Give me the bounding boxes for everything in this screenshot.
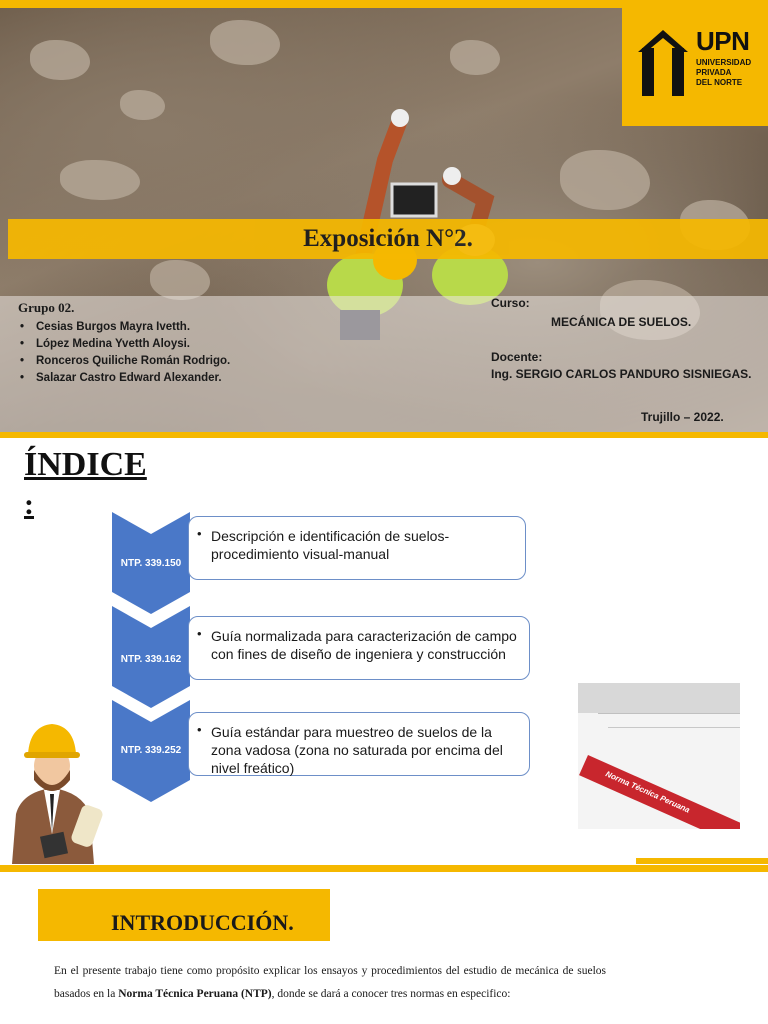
index-bottom-band (0, 865, 768, 872)
upn-logo (622, 0, 768, 126)
logo-text: UPN (696, 26, 750, 56)
rock (60, 160, 140, 200)
group-title: Grupo 02. (18, 300, 75, 315)
index-item-text: Guía normalizada para caracterización de campo con fines de diseño de ingeniera y construcción (211, 628, 517, 662)
list-item: • López Medina Yvetth Aloysi. (18, 336, 230, 353)
index-item (188, 616, 530, 680)
list-item: • Cesias Burgos Mayra Ivetth. (18, 319, 230, 336)
presentation-title: Exposición N°2. (303, 225, 473, 252)
index-item (188, 516, 526, 580)
group-info (18, 300, 230, 387)
teacher-label: Docente: (491, 350, 543, 364)
rock (560, 150, 650, 210)
list-item: • Salazar Castro Edward Alexander. (18, 370, 230, 387)
ntp-code: NTP. 339.162 (120, 654, 182, 665)
course-label: Curso: (491, 296, 530, 310)
ntp-code: NTP. 339.150 (120, 558, 182, 569)
index-colon: : (24, 488, 34, 521)
rock (30, 40, 90, 80)
teacher-value: Ing. SERGIO CARLOS PANDURO SISNIEGAS. (491, 367, 752, 381)
logo-subtitle: UNIVERSIDAD PRIVADA DEL NORTE (696, 58, 752, 87)
cover-slide (0, 0, 768, 438)
bullet: • (197, 722, 202, 737)
index-accent-band (636, 858, 768, 864)
course-value: MECÁNICA DE SUELOS. (551, 315, 692, 329)
index-slide (0, 438, 768, 870)
rock (120, 90, 165, 120)
index-item (188, 712, 530, 776)
intro-paragraph: En el presente trabajo tiene como propósito explicar los ensayos y procedimientos del estudio de mecánica de suelos basados en la Norma Técnica Peruana (NTP), donde se dará a conocer tres normas en especifico: (54, 965, 606, 1000)
bullet: • (197, 626, 202, 641)
rock (450, 40, 500, 75)
place-date: Trujillo – 2022. (641, 410, 724, 424)
intro-title: INTRODUCCIÓN. (111, 910, 294, 935)
engineer-illustration (2, 714, 112, 866)
rock (150, 260, 210, 300)
index-title: ÍNDICE (24, 446, 147, 483)
title-band (8, 219, 768, 259)
list-item: • Ronceros Quiliche Román Rodrigo. (18, 353, 230, 370)
upn-logo-icon (638, 30, 694, 96)
rock (210, 20, 280, 65)
bullet: • (197, 526, 202, 541)
index-item-text: Guía estándar para muestreo de suelos de la zona vadosa (zona no saturada por encima del nivel freático) (211, 724, 503, 776)
ntp-code: NTP. 339.252 (120, 745, 182, 756)
ntp-bold: Norma Técnica Peruana (NTP) (118, 988, 272, 1000)
norma-tecnica-photo (578, 683, 740, 829)
norma-label: Norma Técnica Peruana (579, 755, 740, 829)
index-item-text: Descripción e identificación de suelos-procedimiento visual-manual (211, 528, 450, 562)
member-list (18, 319, 230, 387)
